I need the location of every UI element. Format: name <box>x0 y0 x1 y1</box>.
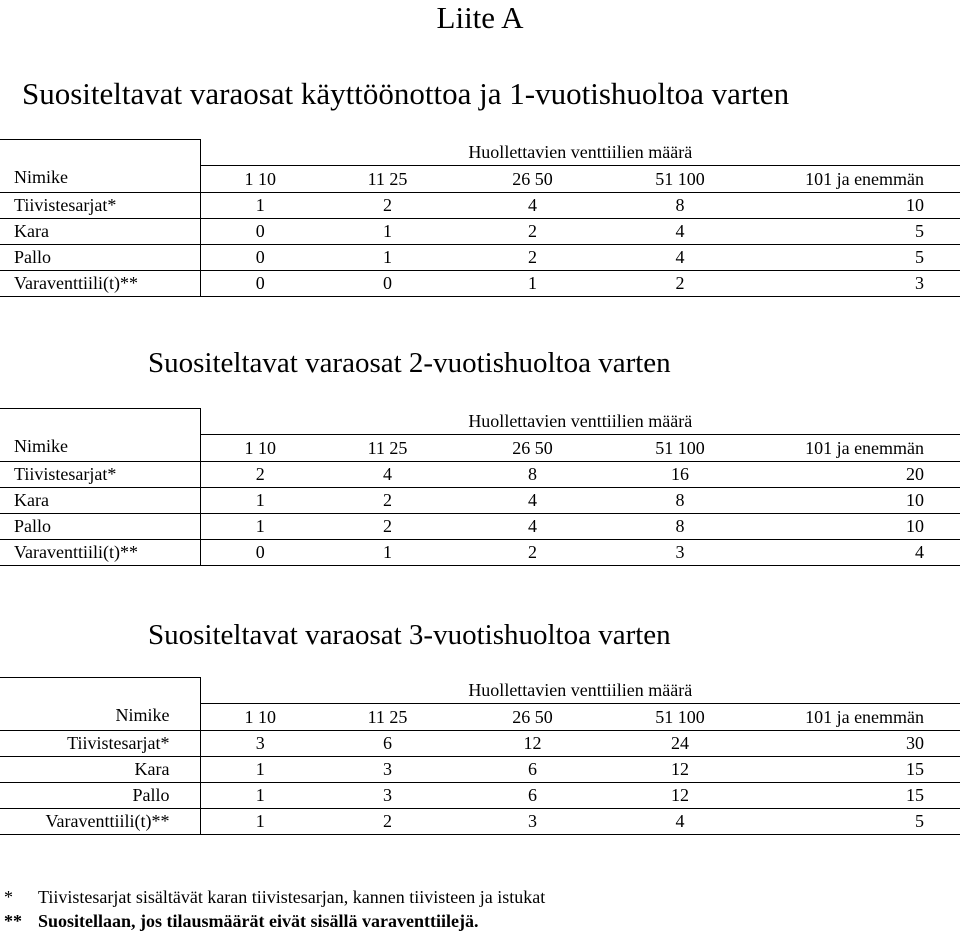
table-cell: 12 <box>610 782 750 808</box>
row-label: Kara <box>0 218 200 244</box>
table-cell: 15 <box>750 782 960 808</box>
table-cell: 6 <box>320 730 455 756</box>
row-label: Pallo <box>0 244 200 270</box>
spare-parts-table-3 <box>0 677 960 835</box>
table-cell: 4 <box>750 539 960 565</box>
column-header: 11 25 <box>367 437 408 458</box>
table-cell: 0 <box>200 270 320 296</box>
table-cell: 3 <box>455 808 610 834</box>
footnote-1 <box>0 886 545 908</box>
table-cell: 2 <box>320 192 455 218</box>
footnote-mark: ** <box>4 911 22 931</box>
row-label: Tiivistesarjat* <box>0 461 200 487</box>
table-cell: 1 <box>320 218 455 244</box>
column-header: 101 ja enemmän <box>805 437 925 458</box>
row-label: Varaventtiili(t)** <box>0 808 200 834</box>
column-header: 1 10 <box>200 434 320 461</box>
table-cell: 2 <box>320 487 455 513</box>
table-cell: 0 <box>200 244 320 270</box>
name-header: Nimike <box>0 409 200 462</box>
table-cell: 30 <box>750 730 960 756</box>
column-header: 11 25 <box>367 168 408 189</box>
table-cell: 4 <box>610 808 750 834</box>
column-header: 26 50 <box>512 706 553 727</box>
table-cell: 3 <box>320 756 455 782</box>
table-cell: 2 <box>455 244 610 270</box>
column-header: 26 50 <box>512 437 553 458</box>
table-cell: 8 <box>610 487 750 513</box>
table-cell: 2 <box>320 808 455 834</box>
spare-parts-table-2 <box>0 408 960 566</box>
column-header: 1 10 <box>200 703 320 730</box>
table-cell: 1 <box>320 244 455 270</box>
table-cell: 15 <box>750 756 960 782</box>
table-cell: 5 <box>750 218 960 244</box>
column-header: 51 100 <box>655 168 705 189</box>
table-cell: 1 <box>200 513 320 539</box>
table-cell: 4 <box>455 487 610 513</box>
table-cell: 4 <box>610 218 750 244</box>
footnote-text: Tiivistesarjat sisältävät karan tiivistesarjan, kannen tiivisteen ja istukat <box>38 887 546 907</box>
table-cell: 0 <box>200 539 320 565</box>
table-cell: 2 <box>200 461 320 487</box>
table-cell: 8 <box>455 461 610 487</box>
table-cell: 0 <box>200 218 320 244</box>
row-label: Pallo <box>0 513 200 539</box>
footnote-text: Suositellaan, jos tilausmäärät eivät sisällä varaventtiilejä. <box>38 911 479 931</box>
table-cell: 5 <box>750 808 960 834</box>
name-header: Nimike <box>0 678 200 731</box>
table-cell: 10 <box>750 192 960 218</box>
table-cell: 2 <box>320 513 455 539</box>
table-cell: 24 <box>610 730 750 756</box>
table-cell: 1 <box>200 487 320 513</box>
table-cell: 1 <box>200 192 320 218</box>
table-cell: 8 <box>610 192 750 218</box>
table-cell: 0 <box>320 270 455 296</box>
column-header: 26 50 <box>512 168 553 189</box>
row-label: Kara <box>0 487 200 513</box>
table-cell: 1 <box>455 270 610 296</box>
table-cell: 1 <box>320 539 455 565</box>
column-header: 101 ja enemmän <box>805 168 925 189</box>
table-cell: 8 <box>610 513 750 539</box>
table-cell: 1 <box>200 782 320 808</box>
table-cell: 4 <box>455 513 610 539</box>
group-header: Huollettavien venttiilien määrä <box>200 678 960 704</box>
row-label: Varaventtiili(t)** <box>0 270 200 296</box>
table-cell: 3 <box>200 730 320 756</box>
section-heading-2: Suositeltavat varaosat 2-vuotishuoltoa varten <box>148 347 671 379</box>
group-header: Huollettavien venttiilien määrä <box>200 409 960 435</box>
row-label: Kara <box>0 756 200 782</box>
column-header: 51 100 <box>655 706 705 727</box>
table-cell: 4 <box>455 192 610 218</box>
column-header: 1 10 <box>200 165 320 192</box>
column-header: 51 100 <box>655 437 705 458</box>
group-header: Huollettavien venttiilien määrä <box>200 140 960 166</box>
table-cell: 1 <box>200 756 320 782</box>
name-header: Nimike <box>0 140 200 193</box>
table-cell: 4 <box>610 244 750 270</box>
table-cell: 2 <box>455 218 610 244</box>
spare-parts-table-1 <box>0 139 960 297</box>
footnote-2 <box>0 910 478 932</box>
column-header: 101 ja enemmän <box>805 706 925 727</box>
table-cell: 10 <box>750 513 960 539</box>
table-cell: 3 <box>610 539 750 565</box>
table-cell: 4 <box>320 461 455 487</box>
page-title: Liite A <box>436 0 524 35</box>
table-cell: 16 <box>610 461 750 487</box>
table-cell: 6 <box>455 756 610 782</box>
section-heading-1: Suositeltavat varaosat käyttöönottoa ja 1-vuotishuoltoa varten <box>22 76 790 111</box>
table-cell: 12 <box>455 730 610 756</box>
column-header: 11 25 <box>367 706 408 727</box>
table-cell: 20 <box>750 461 960 487</box>
section-heading-3: Suositeltavat varaosat 3-vuotishuoltoa varten <box>148 619 671 651</box>
table-cell: 5 <box>750 244 960 270</box>
row-label: Tiivistesarjat* <box>0 730 200 756</box>
row-label: Varaventtiili(t)** <box>0 539 200 565</box>
row-label: Tiivistesarjat* <box>0 192 200 218</box>
row-label: Pallo <box>0 782 200 808</box>
table-cell: 12 <box>610 756 750 782</box>
table-cell: 1 <box>200 808 320 834</box>
table-cell: 2 <box>610 270 750 296</box>
table-cell: 3 <box>750 270 960 296</box>
table-cell: 10 <box>750 487 960 513</box>
table-cell: 2 <box>455 539 610 565</box>
table-cell: 6 <box>455 782 610 808</box>
table-cell: 3 <box>320 782 455 808</box>
footnote-mark: * <box>4 887 13 907</box>
